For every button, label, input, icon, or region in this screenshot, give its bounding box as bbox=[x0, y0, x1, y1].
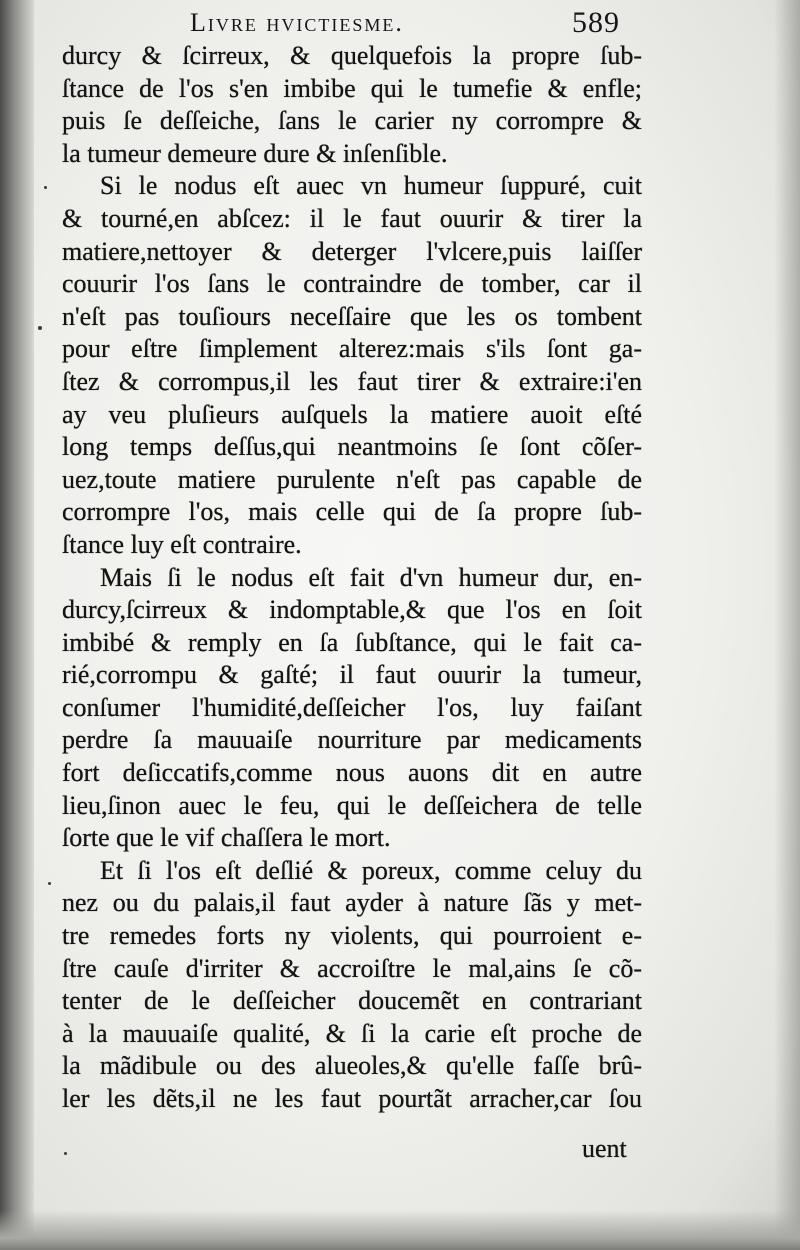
text-line: tenter de le deſſeicher doucemẽt en contrariant bbox=[62, 986, 642, 1016]
text-line: lieu,ſinon auec le feu, qui le deſſeichera de telle bbox=[62, 790, 642, 820]
text-line: à la mauuaiſe qualité, & ſi la carie eſt proche de bbox=[62, 1018, 642, 1048]
text-line: corrompre l'os, mais celle qui de ſa propre ſub- bbox=[62, 497, 642, 527]
text-line: durcy,ſcirreux & indomptable,& que l'os en ſoit bbox=[62, 595, 642, 625]
page-edge-shadow-left bbox=[0, 0, 34, 1250]
text-line: n'eſt pas touſiours neceſſaire que les os tombent bbox=[62, 301, 642, 331]
text-line: long temps deſſus,qui neantmoins ſe ſont cõſer- bbox=[62, 432, 642, 462]
paragraph-first-line: Si le nodus eſt auec vn humeur ſuppuré, cuit bbox=[100, 171, 642, 201]
text-line: conſumer l'humidité,deſſeicher l'os, luy faiſant bbox=[62, 692, 642, 722]
ink-speck bbox=[44, 186, 47, 189]
ink-speck bbox=[48, 882, 51, 885]
page-edge-shadow-bottom bbox=[0, 1210, 800, 1250]
page-edge-shadow-right bbox=[774, 0, 800, 1250]
text-line: perdre ſa mauuaiſe nourriture par medicaments bbox=[62, 725, 642, 755]
text-line: ſtance luy eſt contraire. bbox=[62, 529, 302, 559]
ink-speck bbox=[38, 326, 42, 330]
text-line: nez ou du palais,il faut ayder à nature ſãs y met- bbox=[62, 888, 642, 918]
text-line: fort deſiccatifs,comme nous auons dit en autre bbox=[62, 758, 642, 788]
text-line: tre remedes forts ny violents, qui pourroient e- bbox=[62, 921, 642, 951]
text-line: & tourné,en abſcez: il le faut ouurir & tirer la bbox=[62, 203, 642, 233]
text-line: ſtez & corrompus,il les faut tirer & extraire:i'en bbox=[62, 366, 642, 396]
text-line: imbibé & remply en ſa ſubſtance, qui le fait ca- bbox=[62, 627, 642, 657]
text-line: la tumeur demeure dure & inſenſible. bbox=[62, 138, 448, 168]
paragraph-first-line: Mais ſi le nodus eſt fait d'vn humeur dur, en- bbox=[100, 562, 642, 592]
text-line: ler les dẽts,il ne les faut pourtãt arracher,car ſou bbox=[62, 1084, 642, 1113]
text-line: la mãdibule ou des alueoles,& qu'elle faſſe brû- bbox=[62, 1051, 642, 1081]
text-line: ay veu pluſieurs auſquels la matiere auoit eſté bbox=[62, 399, 642, 429]
text-line: couurir l'os ſans le contraindre de tomber, car il bbox=[62, 269, 642, 299]
text-line: pour eſtre ſimplement alterez:mais s'ils ſont ga- bbox=[62, 334, 642, 364]
catchword: uent bbox=[582, 1134, 627, 1163]
text-line: ſtre cauſe d'irriter & accroiſtre le mal,ains ſe cõ- bbox=[62, 953, 642, 983]
ink-speck bbox=[64, 1152, 67, 1155]
page-number: 589 bbox=[572, 6, 620, 39]
text-line: matiere,nettoyer & deterger l'vlcere,puis laiſſer bbox=[62, 236, 642, 266]
text-line: rié,corrompu & gaſté; il faut ouurir la tumeur, bbox=[62, 660, 642, 690]
paragraph-first-line: Et ſi l'os eſt deſlié & poreux, comme celuy du bbox=[100, 855, 642, 885]
text-line: puis ſe deſſeiche, ſans le carier ny corrompre & bbox=[62, 106, 642, 136]
text-line: durcy & ſcirreux, & quelquefois la propre ſub- bbox=[62, 41, 642, 70]
body-text bbox=[62, 40, 642, 1116]
running-head-title: Livre hvictiesme. bbox=[190, 8, 404, 37]
text-line: uez,toute matiere purulente n'eſt pas capable de bbox=[62, 464, 642, 494]
text-line: ſtance de l'os s'en imbibe qui le tumefie & enfle; bbox=[62, 73, 642, 103]
running-head bbox=[180, 6, 620, 40]
text-line: ſorte que le vif chaſſera le mort. bbox=[62, 823, 391, 853]
